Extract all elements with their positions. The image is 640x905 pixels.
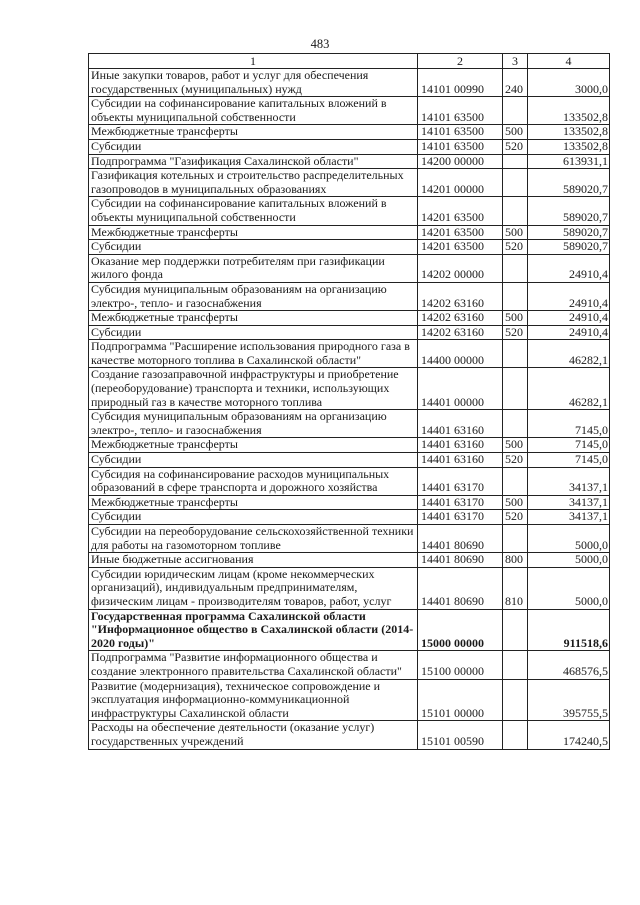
table-row	[89, 567, 610, 609]
table-row	[89, 651, 610, 679]
row-code: 14201 63500	[418, 225, 503, 240]
row-code: 14400 00000	[418, 340, 503, 368]
row-code: 14202 63160	[418, 311, 503, 326]
header-col-4: 4	[528, 54, 610, 69]
table-row	[89, 453, 610, 468]
row-name: Субсидии	[89, 453, 418, 468]
row-type	[503, 525, 528, 553]
row-name: Субсидии на переоборудование сельскохозяйственной техники для работы на газомоторном топливе	[89, 525, 418, 553]
row-code: 15000 00000	[418, 609, 503, 651]
table-row	[89, 225, 610, 240]
row-code: 14401 63170	[418, 495, 503, 510]
row-type: 520	[503, 139, 528, 154]
row-name: Субсидия на софинансирование расходов муниципальных образований в сфере транспорта и дорожного хозяйства	[89, 467, 418, 495]
row-type: 500	[503, 125, 528, 140]
table-row	[89, 325, 610, 340]
row-name: Создание газозаправочной инфраструктуры и приобретение (переоборудование) транспорта и техники, использующих природный газ в качестве моторного топлива	[89, 368, 418, 410]
row-type	[503, 97, 528, 125]
row-type	[503, 169, 528, 197]
row-name: Субсидия муниципальным образованиям на организацию электро-, тепло- и газоснабжения	[89, 410, 418, 438]
row-name: Субсидии юридическим лицам (кроме некоммерческих организаций), индивидуальным предпринимателям, физическим лицам - производителям товаров, работ, услуг	[89, 567, 418, 609]
row-type: 500	[503, 225, 528, 240]
row-amount: 46282,1	[528, 368, 610, 410]
row-name: Подпрограмма "Расширение использования природного газа в качестве моторного топлива в Сахалинской области"	[89, 340, 418, 368]
row-type	[503, 154, 528, 169]
row-code: 14202 63160	[418, 325, 503, 340]
table-row	[89, 340, 610, 368]
row-type	[503, 467, 528, 495]
row-type: 520	[503, 325, 528, 340]
row-type: 520	[503, 240, 528, 255]
row-amount: 24910,4	[528, 254, 610, 282]
table-row	[89, 240, 610, 255]
row-amount: 7145,0	[528, 410, 610, 438]
row-amount: 34137,1	[528, 495, 610, 510]
row-amount: 589020,7	[528, 169, 610, 197]
row-name: Газификация котельных и строительство распределительных газопроводов в муниципальных образованиях	[89, 169, 418, 197]
row-name: Подпрограмма "Развитие информационного общества и создание электронного правительства Сахалинской области"	[89, 651, 418, 679]
table-row	[89, 609, 610, 651]
row-amount: 395755,5	[528, 679, 610, 721]
row-name: Оказание мер поддержки потребителям при газификации жилого фонда	[89, 254, 418, 282]
row-name: Межбюджетные трансферты	[89, 125, 418, 140]
header-col-3: 3	[503, 54, 528, 69]
row-code: 14401 63160	[418, 438, 503, 453]
table-row	[89, 467, 610, 495]
row-code: 15100 00000	[418, 651, 503, 679]
row-name: Межбюджетные трансферты	[89, 311, 418, 326]
row-code: 14101 63500	[418, 125, 503, 140]
table-row	[89, 282, 610, 310]
row-type	[503, 679, 528, 721]
row-amount: 3000,0	[528, 69, 610, 97]
row-name: Субсидии	[89, 510, 418, 525]
row-type	[503, 609, 528, 651]
table-row	[89, 553, 610, 568]
row-code: 14401 63160	[418, 453, 503, 468]
row-amount: 7145,0	[528, 438, 610, 453]
row-code: 14401 63170	[418, 467, 503, 495]
row-amount: 34137,1	[528, 467, 610, 495]
row-amount: 24910,4	[528, 282, 610, 310]
row-amount: 589020,7	[528, 225, 610, 240]
row-type: 500	[503, 438, 528, 453]
row-code: 14201 63500	[418, 197, 503, 225]
row-type: 500	[503, 311, 528, 326]
row-code: 14401 00000	[418, 368, 503, 410]
row-amount: 911518,6	[528, 609, 610, 651]
row-name: Межбюджетные трансферты	[89, 495, 418, 510]
row-name: Межбюджетные трансферты	[89, 225, 418, 240]
table-row	[89, 410, 610, 438]
row-name: Иные закупки товаров, работ и услуг для обеспечения государственных (муниципальных) нужд	[89, 69, 418, 97]
row-name: Иные бюджетные ассигнования	[89, 553, 418, 568]
row-code: 15101 00000	[418, 679, 503, 721]
row-type: 520	[503, 453, 528, 468]
table-row	[89, 197, 610, 225]
row-code: 14202 63160	[418, 282, 503, 310]
row-name: Субсидия муниципальным образованиям на организацию электро-, тепло- и газоснабжения	[89, 282, 418, 310]
row-amount: 468576,5	[528, 651, 610, 679]
row-name: Субсидии	[89, 240, 418, 255]
row-name: Расходы на обеспечение деятельности (оказание услуг) государственных учреждений	[89, 721, 418, 749]
row-type	[503, 282, 528, 310]
row-amount: 34137,1	[528, 510, 610, 525]
table-row	[89, 125, 610, 140]
row-amount: 613931,1	[528, 154, 610, 169]
row-type: 810	[503, 567, 528, 609]
row-code: 15101 00590	[418, 721, 503, 749]
row-amount: 24910,4	[528, 311, 610, 326]
row-name: Субсидии	[89, 325, 418, 340]
budget-table	[88, 53, 610, 750]
row-code: 14401 80690	[418, 567, 503, 609]
table-row	[89, 69, 610, 97]
row-code: 14101 63500	[418, 97, 503, 125]
row-amount: 133502,8	[528, 139, 610, 154]
row-name: Межбюджетные трансферты	[89, 438, 418, 453]
row-name: Подпрограмма "Газификация Сахалинской области"	[89, 154, 418, 169]
table-row	[89, 139, 610, 154]
row-code: 14202 00000	[418, 254, 503, 282]
page-number: 483	[310, 37, 330, 51]
table-body	[89, 69, 610, 750]
table-row	[89, 510, 610, 525]
row-type: 520	[503, 510, 528, 525]
row-code: 14201 63500	[418, 240, 503, 255]
table-row	[89, 721, 610, 749]
row-code: 14101 63500	[418, 139, 503, 154]
row-name: Развитие (модернизация), техническое сопровождение и эксплуатация информационно-коммуникационной инфраструктуры Сахалинской области	[89, 679, 418, 721]
row-type: 800	[503, 553, 528, 568]
table-row	[89, 154, 610, 169]
row-name: Субсидии на софинансирование капитальных вложений в объекты муниципальной собственности	[89, 97, 418, 125]
row-code: 14401 80690	[418, 525, 503, 553]
row-type	[503, 254, 528, 282]
table-row	[89, 97, 610, 125]
row-type	[503, 410, 528, 438]
row-type	[503, 368, 528, 410]
table-row	[89, 368, 610, 410]
row-amount: 5000,0	[528, 567, 610, 609]
header-col-1: 1	[89, 54, 418, 69]
row-amount: 46282,1	[528, 340, 610, 368]
row-amount: 174240,5	[528, 721, 610, 749]
row-name: Субсидии	[89, 139, 418, 154]
header-col-2: 2	[418, 54, 503, 69]
row-amount: 5000,0	[528, 525, 610, 553]
table-row	[89, 254, 610, 282]
header-row	[89, 54, 610, 69]
row-code: 14200 00000	[418, 154, 503, 169]
row-amount: 7145,0	[528, 453, 610, 468]
row-code: 14401 80690	[418, 553, 503, 568]
row-type	[503, 651, 528, 679]
row-amount: 24910,4	[528, 325, 610, 340]
row-type	[503, 340, 528, 368]
row-name: Государственная программа Сахалинской области "Информационное общество в Сахалинской области (2014-2020 годы)"	[89, 609, 418, 651]
row-amount: 133502,8	[528, 125, 610, 140]
row-amount: 5000,0	[528, 553, 610, 568]
table-row	[89, 525, 610, 553]
row-type: 500	[503, 495, 528, 510]
row-type: 240	[503, 69, 528, 97]
row-code: 14401 63160	[418, 410, 503, 438]
row-type	[503, 197, 528, 225]
row-name: Субсидии на софинансирование капитальных вложений в объекты муниципальной собственности	[89, 197, 418, 225]
row-type	[503, 721, 528, 749]
table-row	[89, 679, 610, 721]
row-code: 14101 00990	[418, 69, 503, 97]
row-amount: 589020,7	[528, 197, 610, 225]
row-amount: 589020,7	[528, 240, 610, 255]
table-row	[89, 495, 610, 510]
table-row	[89, 438, 610, 453]
row-code: 14401 63170	[418, 510, 503, 525]
row-code: 14201 00000	[418, 169, 503, 197]
row-amount: 133502,8	[528, 97, 610, 125]
table-row	[89, 311, 610, 326]
table-row	[89, 169, 610, 197]
